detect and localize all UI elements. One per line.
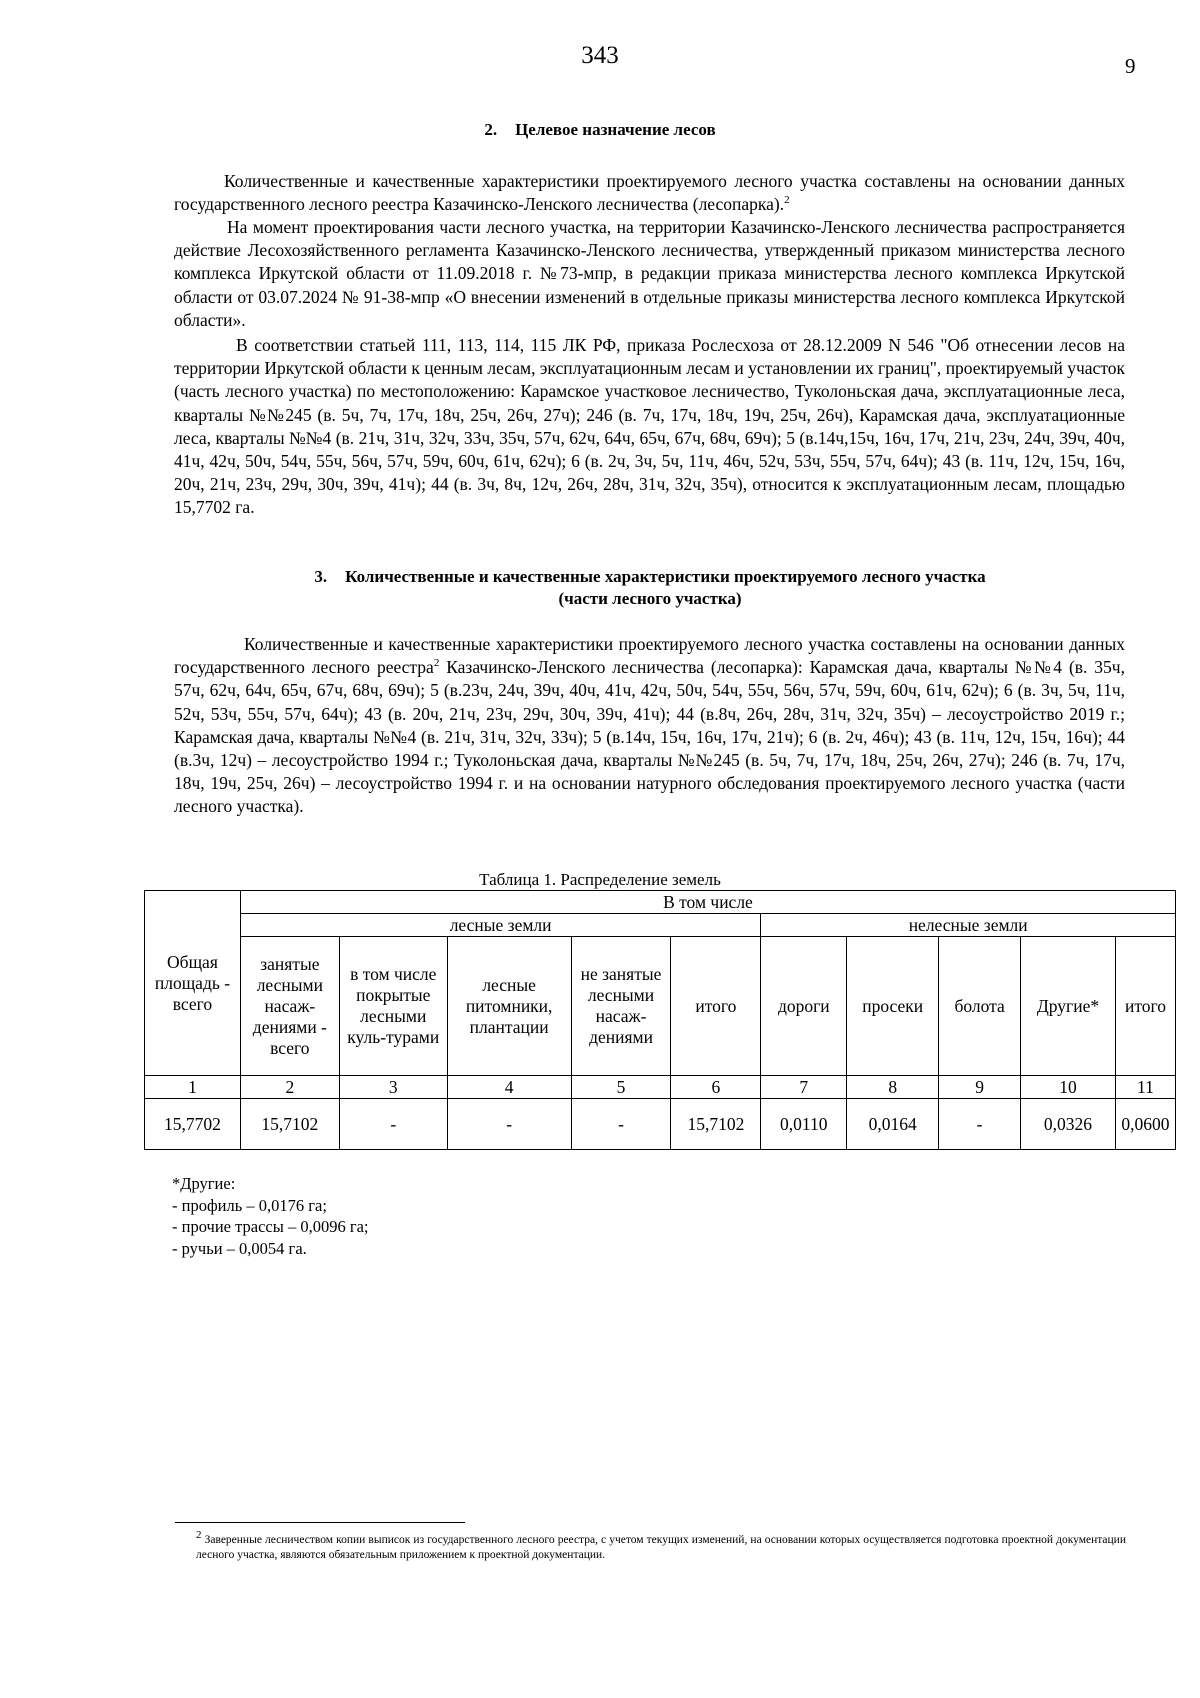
table-cell: 0,0164: [847, 1099, 939, 1150]
column-number: 7: [761, 1076, 847, 1099]
section-2-heading: [0, 120, 1200, 140]
column-number: 11: [1115, 1076, 1175, 1099]
header-total-area: Общая площадь - всего: [145, 891, 241, 1076]
header-col-4: лесные питомники, плантации: [447, 937, 571, 1076]
table-caption: Таблица 1. Распределение земель: [479, 870, 721, 889]
column-number: 4: [447, 1076, 571, 1099]
footnote-reference: 2: [784, 194, 790, 207]
table-cell: -: [339, 1099, 447, 1150]
section-2-paragraph-3-text: В соответствии статьей 111, 113, 114, 115 ЛК РФ, приказа Рослесхоза от 28.12.2009 N 546 "Об отнесении лесов на территории Иркутской области к ценным лесам, эксплуатационным лесам и установлении их границ", проектируемый участок (часть лесного участка) по местоположению: Карамское участковое лесничество, Туколоньская дача, эксплуатационные леса, кварталы №№245 (в. 5ч, 7ч, 17ч, 18ч, 25ч, 26ч, 27ч); 246 (в. 7ч, 17ч, 18ч, 19ч, 25ч, 26ч), Карамская дача, эксплуатационные леса, кварталы №№4 (в. 21ч, 31ч, 32ч, 33ч, 35ч, 57ч, 62ч, 64ч, 65ч, 67ч, 68ч, 69ч); 5 (в.14ч,15ч, 16ч, 17ч, 21ч, 23ч, 24ч, 39ч, 40ч, 41ч, 42ч, 50ч, 54ч, 55ч, 56ч, 57ч, 59ч, 60ч, 61ч, 62ч); 6 (в. 2ч, 3ч, 5ч, 11ч, 46ч, 52ч, 53ч, 55ч, 57ч, 64ч); 43 (в. 11ч, 12ч, 15ч, 16ч, 20ч, 21ч, 23ч, 29ч, 30ч, 39ч, 41ч); 44 (в. 3ч, 8ч, 12ч, 26ч, 28ч, 31ч, 32ч, 35ч), относится к эксплуатационным лесам, площадью 15,7702 га.: [174, 335, 1125, 518]
section-2-paragraph-1: [174, 170, 1125, 216]
footnote-reference: 2: [433, 657, 440, 670]
column-number: 2: [240, 1076, 339, 1099]
header-col-6: итого: [671, 937, 761, 1076]
table-cell: 0,0110: [761, 1099, 847, 1150]
header-including: В том числе: [240, 891, 1175, 914]
column-number: 8: [847, 1076, 939, 1099]
column-number: 3: [339, 1076, 447, 1099]
section-3-number: 3.: [314, 567, 328, 586]
header-col-7: дороги: [761, 937, 847, 1076]
others-note-item: - прочие трассы – 0,0096 га;: [172, 1217, 369, 1236]
section-3-paragraph-1-text-b: Казачинско-Ленского лесничества (лесопарка): Карамская дача, кварталы №№4 (в. 35ч, 57ч, 62ч, 64ч, 65ч, 67ч, 68ч, 69ч); 5 (в.23ч, 24ч, 39ч, 40ч, 41ч, 42ч, 50ч, 54ч, 55ч, 56ч, 57ч, 59ч, 60ч, 61ч, 62ч); 6 (в. 3ч, 5ч, 11ч, 52ч, 53ч, 55ч, 57ч, 64ч); 43 (в. 20ч, 21ч, 23ч, 29ч, 30ч, 39ч, 41ч); 44 (в.8ч, 26ч, 28ч, 31ч, 32ч, 35ч) – лесоустройство 2019 г.; Карамская дача, кварталы №№4 (в. 21ч, 31ч, 32ч, 33ч); 5 (в.14ч, 15ч, 16ч, 17ч, 21ч); 6 (в. 2ч, 46ч); 43 (в. 11ч, 12ч, 15ч, 16ч); 44 (в.3ч, 12ч) – лесоустройство 1994 г.; Туколоньская дача, кварталы №№245 (в. 5ч, 7ч, 17ч, 18ч, 25ч, 26ч, 27ч); 246 (в. 7ч, 17ч, 18ч, 19ч, 25ч, 26ч) – лесоустройство 1994 г. и на основании натурного обследования проектируемого лесного участка (части лесного участка).: [174, 657, 1125, 817]
footnote-separator: [175, 1522, 465, 1523]
table-cell: -: [571, 1099, 671, 1150]
section-2-paragraph-2: [174, 216, 1125, 332]
column-number: 10: [1021, 1076, 1116, 1099]
table-cell: -: [447, 1099, 571, 1150]
section-2-paragraph-3: [174, 334, 1125, 520]
land-distribution-table: [144, 890, 1176, 1150]
document-stamp-number: 343: [581, 42, 619, 69]
column-number: 6: [671, 1076, 761, 1099]
header-forest-lands: лесные земли: [240, 914, 760, 937]
header-col-9: болота: [939, 937, 1021, 1076]
others-note-item: - ручьи – 0,0054 га.: [172, 1238, 307, 1258]
section-2-number: 2.: [484, 120, 498, 139]
section-3-paragraph-1-text-a: Количественные и качественные характеристики проектируемого лесного участка составлены на основании данных государственного лесного реестра: [174, 634, 1125, 678]
header-col-8: просеки: [847, 937, 939, 1076]
section-3-title-line-1: Количественные и качественные характеристики проектируемого лесного участка: [345, 567, 986, 586]
header-col-10: Другие*: [1021, 937, 1116, 1076]
section-3-title-line-2: (части лесного участка): [558, 589, 742, 608]
page-number: 9: [1125, 54, 1136, 78]
header-col-3: в том числе покрытые лесными куль-турами: [339, 937, 447, 1076]
footnote-text: Заверенные лесничеством копии выписок из государственного лесного реестра, с учетом текущих изменений, на основании которых осуществляется подготовка проектной документации лесного участка, являются обязательным приложением к проектной документации.: [196, 1534, 1126, 1561]
column-number: 9: [939, 1076, 1021, 1099]
header-nonforest-lands: нелесные земли: [761, 914, 1176, 937]
table-cell: 15,7102: [671, 1099, 761, 1150]
table-cell: -: [939, 1099, 1021, 1150]
header-col-5: не занятые лесными насаж-дениями: [571, 937, 671, 1076]
header-col-2: занятые лесными насаж-дениями - всего: [240, 937, 339, 1076]
section-3-heading: [175, 566, 1125, 610]
section-2-title: Целевое назначение лесов: [515, 120, 716, 139]
column-number-row: [145, 1076, 1176, 1099]
table-cell: 15,7702: [145, 1099, 241, 1150]
column-number: 5: [571, 1076, 671, 1099]
table-cell: 15,7102: [240, 1099, 339, 1150]
table-row: [145, 1099, 1176, 1150]
others-note-item: - профиль – 0,0176 га;: [172, 1195, 327, 1215]
table-cell: 0,0600: [1115, 1099, 1175, 1150]
footnote-marker: 2: [196, 1529, 202, 1542]
footnote: [196, 1529, 1126, 1563]
header-col-11: итого: [1115, 937, 1175, 1076]
section-2-paragraph-1-text: Количественные и качественные характеристики проектируемого лесного участка составлены на основании данных государственного лесного реестра Казачинско-Ленского лесничества (лесопарка).: [174, 171, 1125, 215]
column-number: 1: [145, 1076, 241, 1099]
table-cell: 0,0326: [1021, 1099, 1116, 1150]
others-note-title: *Другие:: [172, 1174, 236, 1193]
section-3-paragraph-1: [174, 633, 1125, 819]
others-note: [172, 1173, 369, 1259]
section-2-paragraph-2-text: На момент проектирования части лесного участка, на территории Казачинско-Ленского лесничества распространяется действие Лесохозяйственного регламента Казачинско-Ленского лесничества, утвержденный приказом министерства лесного комплекса Иркутской области от 11.09.2018 г. №73-мпр, в редакции приказа министерства лесного комплекса Иркутской области от 03.07.2024 № 91-38-мпр «О внесении изменений в отдельные приказы министерства лесного комплекса Иркутской области».: [174, 217, 1125, 330]
